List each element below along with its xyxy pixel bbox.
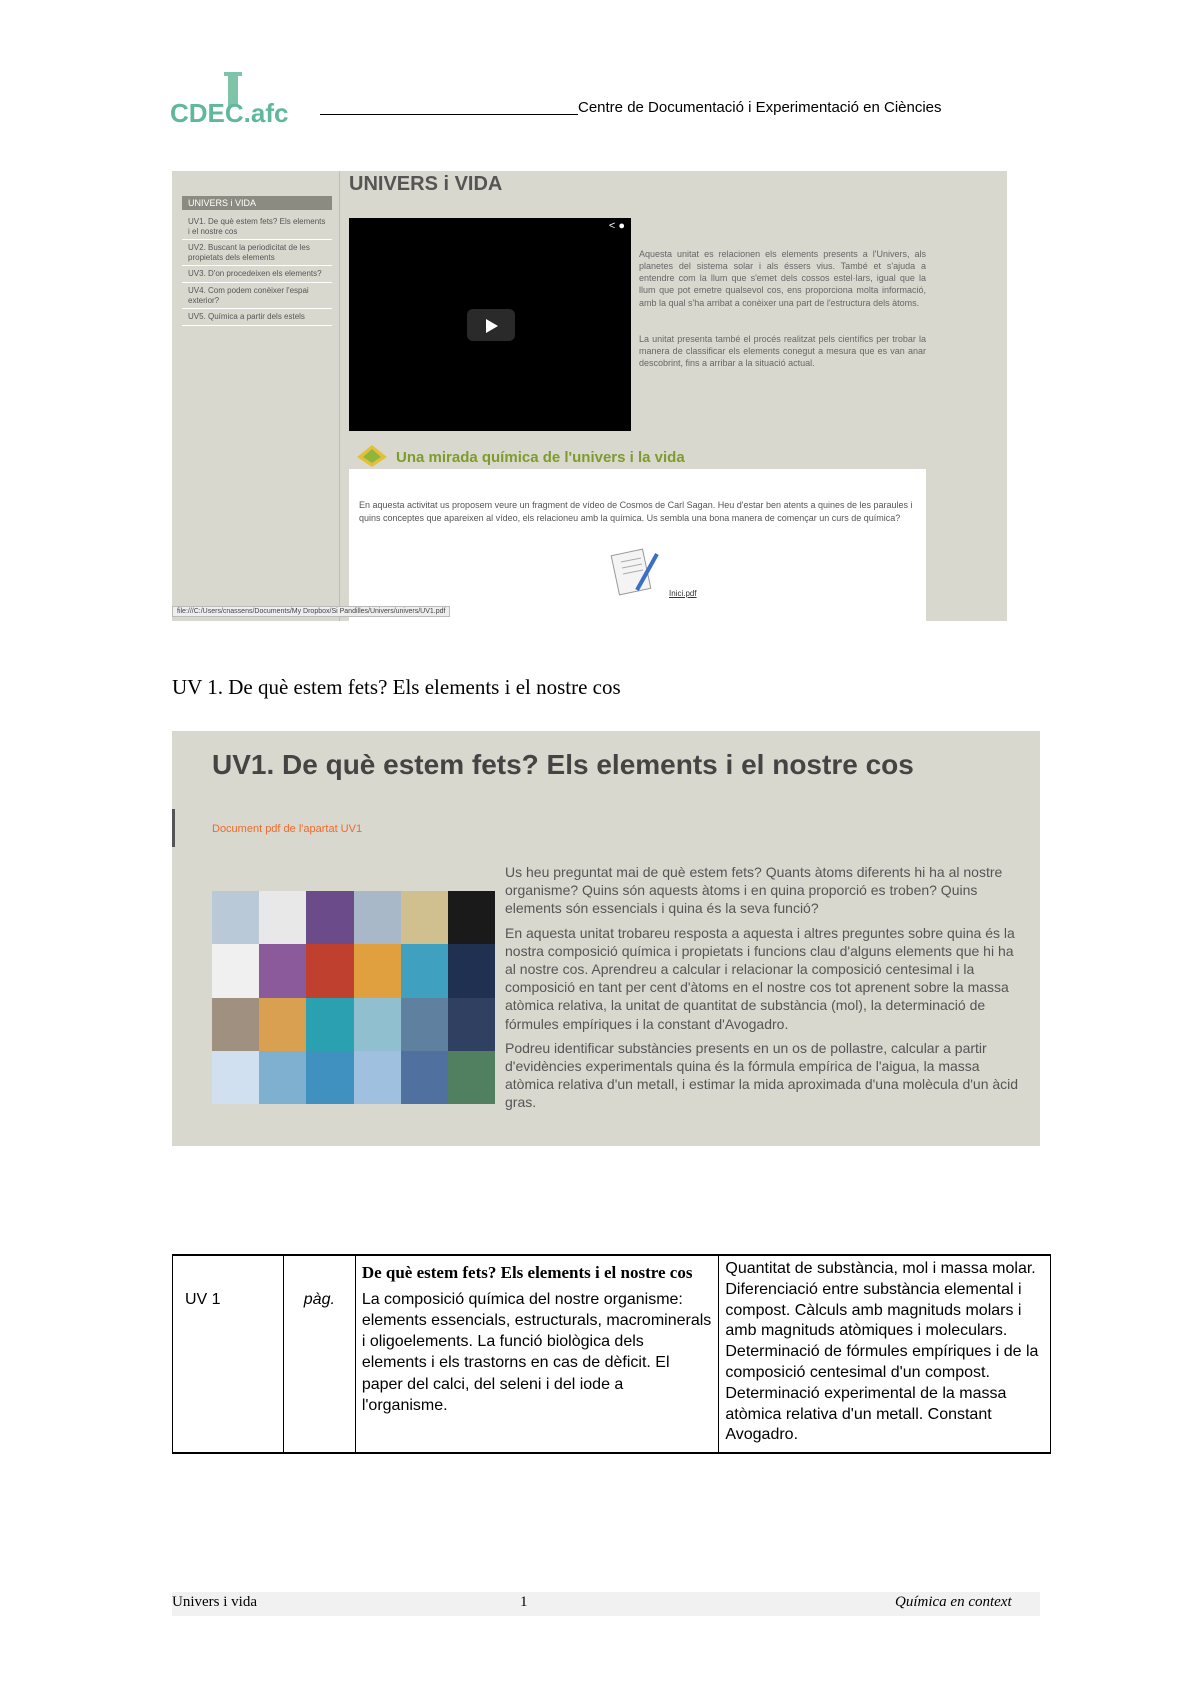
video-player[interactable]: [349, 218, 631, 431]
intro-paragraph: En aquesta unitat trobareu resposta a aquesta i altres preguntes sobre quina és la nostra composició química i propietats i funcions clau d'alguns elements que hi ha al nostre cos. Aprendreu a calcular i relacionar la composició centesimal i la composició en tant per cent d'àtoms en el nostre cos tot aprenent sobre la massa atòmica relativa, la unitat de quantitat de substància (mol), la determinació de fórmules empíriques i la constant d'Avogadro.: [505, 924, 1015, 1032]
sidebar: [182, 196, 332, 326]
intro-paragraph: Us heu preguntat mai de què estem fets? Quants àtoms diferents hi ha al nostre organisme? Quins són aquests àtoms i en quina proporció es troben? Quins elements són essencials i quina és la seva funció?: [505, 864, 1003, 917]
uv1-intro: [505, 863, 1020, 1117]
page-cell: pàg.: [283, 1255, 355, 1453]
sidebar-head[interactable]: UNIVERS i VIDA: [182, 196, 332, 210]
left-marker: [172, 809, 175, 847]
footer-right: Química en context: [895, 1594, 1012, 1610]
sidebar-item-uv5[interactable]: UV5. Química a partir dels estels: [182, 309, 332, 326]
play-button[interactable]: [467, 309, 515, 341]
activity-text: En aquesta activitat us proposem veure un fragment de vídeo de Cosmos de Carl Sagan. Heu d'estar ben atents a quines de les paraules i quins conceptes que apareixen al vídeo, els relacioneu amb la química. Us sembla una bona manera de començar un curs de química?: [359, 500, 913, 523]
topic-title: De què estem fets? Els elements i el nostre cos: [361, 1263, 693, 1282]
intro-paragraph: Podreu identificar substàncies presents en un os de pollastre, calcular a partir d'evidències experimentals quina és la fórmula empírica de l'aigua, la massa atòmica relativa d'un metall, i estimar la mida aproximada d'una molècula d'un àcid gras.: [505, 1039, 1019, 1111]
page-title: UNIVERS i VIDA: [349, 173, 503, 195]
uv1-title: UV1. De què estem fets? Els elements i el nostre cos: [212, 749, 914, 780]
screenshot-univers-vida: [172, 171, 1007, 621]
topic-text: La composició química del nostre organisme: elements essencials, estructurals, macrominerals i oligoelements. La funció biològica dels elements i els trastorns en cas de dèficit. El paper del calci, del seleni i del iode a l'organisme.: [361, 1290, 712, 1414]
unit-description: [639, 248, 926, 393]
sidebar-item-uv1[interactable]: UV1. De què estem fets? Els elements i el nostre cos: [182, 214, 332, 240]
activity-card: [349, 469, 926, 621]
curriculum-table: [172, 1254, 1051, 1454]
sidebar-item-uv4[interactable]: UV4. Com podem conèixer l'espai exterior?: [182, 283, 332, 309]
sidebar-item-uv2[interactable]: UV2. Buscant la periodicitat de les propietats dels elements: [182, 240, 332, 266]
science-collage-image: [212, 891, 495, 1104]
uv1-pdf-link[interactable]: Document pdf de l'apartat UV1: [212, 823, 363, 835]
sidebar-divider: [339, 171, 340, 621]
status-bar-url: file:///C:/Users/cnassens/Documents/My Dropbox/Si Pandilles/Univers/univers/UV1.pdf: [172, 606, 450, 617]
header-rule: [320, 114, 578, 115]
cdec-logo: [170, 70, 330, 130]
description-paragraph: La unitat presenta també el procés realitzat pels científics per trobar la manera de classificar els elements conegut a mesura que es van anar descobrint, fins a arribar a la situació actual.: [639, 333, 926, 368]
logo-text: CDEC.afc: [170, 98, 289, 128]
document-pen-icon[interactable]: [607, 544, 667, 599]
activity-title: Una mirada química de l'univers i la vida: [396, 449, 685, 466]
section-heading: UV 1. De què estem fets? Els elements i el nostre cos: [172, 675, 621, 699]
share-icon[interactable]: < ●: [608, 220, 625, 232]
unit-cell: UV 1: [173, 1255, 284, 1453]
header-title: Centre de Documentació i Experimentació en Ciències: [578, 99, 942, 116]
screenshot-uv1: [172, 731, 1040, 1146]
pdf-link[interactable]: Inici.pdf: [669, 589, 697, 598]
activity-icon: [355, 443, 389, 469]
page-number: 1: [520, 1594, 528, 1610]
sidebar-item-uv3[interactable]: UV3. D'on procedeixen els elements?: [182, 266, 332, 283]
footer-left: Univers i vida: [172, 1594, 257, 1610]
content-cell: Quantitat de substància, mol i massa molar. Diferenciació entre substància elemental i compost. Càlculs amb magnituds molars i amb magnituds atòmiques i moleculars. Determinació de fórmules empíriques i de la composició centesimal d'un compost. Determinació experimental de la massa atòmica relativa d'un metall. Constant Avogadro.: [719, 1255, 1051, 1453]
topic-cell: [355, 1255, 719, 1453]
description-paragraph: Aquesta unitat es relacionen els elements presents a l'Univers, als planetes del sistema solar i als éssers vius. També et s'ajuda a entendre com la llum que s'emet dels cossos estel·lars, igual que la llum que pot emetre qualsevol cos, ens proporciona molta informació, amb la qual s'ha arribat a conèixer una part de l'estructura dels àtoms.: [639, 249, 926, 308]
table-row: [173, 1255, 1051, 1453]
